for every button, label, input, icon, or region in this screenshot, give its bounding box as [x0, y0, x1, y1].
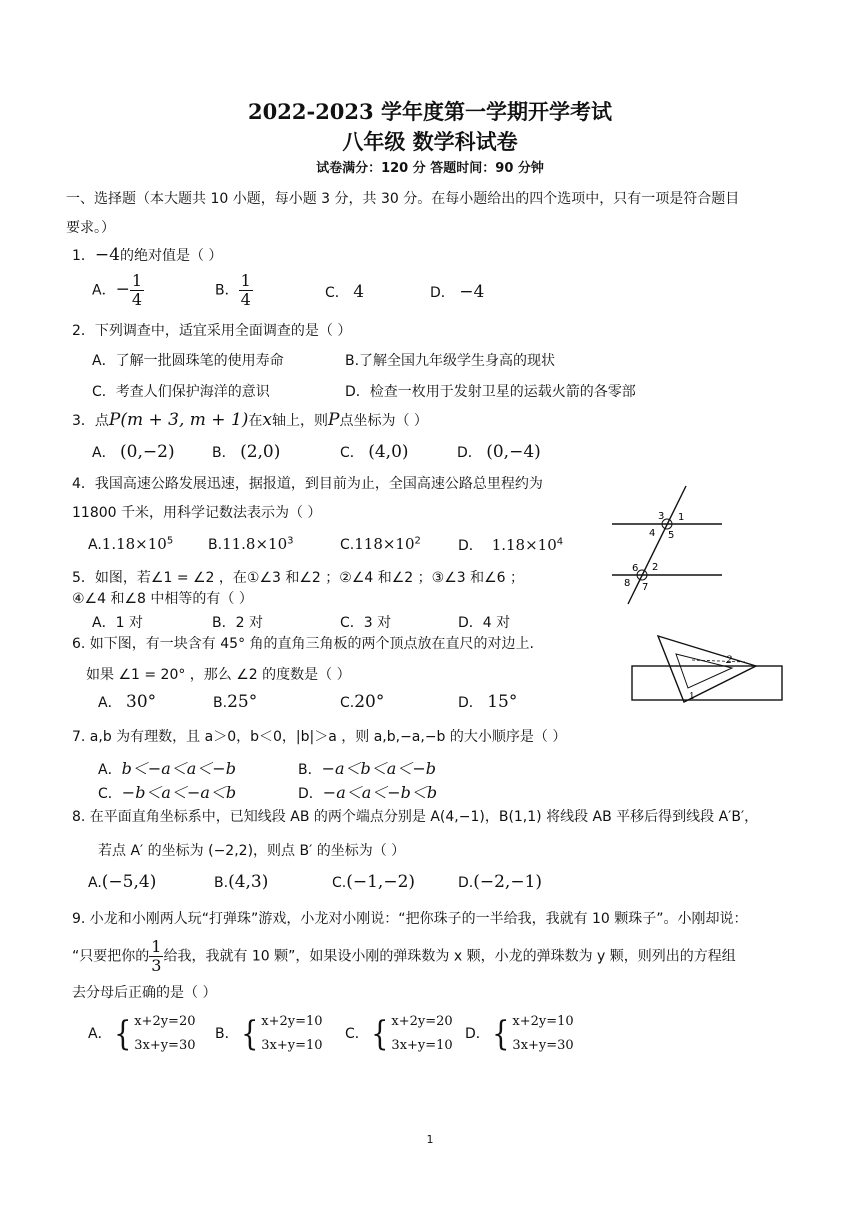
q3-stem-mid2: 轴上，则 — [272, 413, 329, 429]
q4-d-label: D． — [458, 538, 483, 554]
q9-line1: 9. 小龙和小刚两人玩“打弹珠”游戏，小龙对小刚说：“把你珠子的一半给我，我就有 10 颗珠子”。小刚却说： — [72, 911, 748, 927]
fig5-label-2: 2 — [652, 562, 659, 573]
fig6-label-1: 1 — [689, 692, 695, 702]
q9-c-label: C． — [345, 1026, 369, 1042]
q6-d-value: 15° — [487, 692, 518, 712]
q4-c-exp: 2 — [414, 535, 421, 547]
q3-d-value: (0,−4) — [486, 442, 541, 462]
q9-option-d[interactable] — [465, 1010, 574, 1058]
triangle-outer — [658, 636, 756, 702]
q9-d-brace: { — [491, 1014, 510, 1054]
q3-d-label: D． — [457, 445, 482, 461]
q9-d-eq1: x+2y=10 — [512, 1014, 574, 1029]
subtitle: 试卷满分：120 分 答题时间：90 分钟 — [316, 161, 544, 176]
q9-option-a[interactable] — [88, 1010, 196, 1058]
q7-option-c[interactable] — [98, 780, 236, 803]
q9-c-eq1: x+2y=20 — [391, 1014, 453, 1029]
q3-b-label: B． — [212, 445, 236, 461]
q9-num: 1 — [151, 937, 162, 956]
q3-c-label: C． — [340, 445, 364, 461]
fig5-label-8: 8 — [624, 578, 631, 589]
q4-b-exp: 3 — [287, 535, 294, 547]
q9-c-brace: { — [370, 1014, 389, 1054]
q4-option-b[interactable] — [208, 535, 294, 553]
q4-b-value: 11.8×10 — [222, 535, 288, 553]
q9-a-eq1: x+2y=20 — [134, 1014, 196, 1029]
q1-b-den: 4 — [240, 290, 251, 309]
page-number: 1 — [426, 1133, 434, 1146]
q1-a-num: 1 — [131, 271, 143, 290]
q4-c-label: C. — [340, 537, 355, 553]
q8-c-label: C. — [332, 875, 347, 891]
q8-option-d[interactable] — [458, 872, 542, 892]
q5-line2: ④∠4 和∠8 中相等的有（ ） — [72, 591, 253, 607]
q3-option-c[interactable] — [340, 442, 409, 462]
q9-den: 3 — [151, 956, 162, 975]
q4-a-label: A. — [88, 537, 102, 553]
section1-line1: 一、选择题（本大题共 10 小题，每小题 3 分，共 30 分。在每小题给出的四个选项中，只有一项是符合题目 — [66, 191, 740, 207]
q3-stem-post: 点坐标为（ ） — [339, 413, 428, 429]
q4-b-label: B. — [208, 537, 223, 553]
q6-a-label: A． — [98, 695, 122, 711]
q1-c-label: C． — [325, 285, 349, 301]
q6-option-c[interactable] — [340, 692, 384, 712]
q3-a-value: (0,−2) — [120, 442, 175, 462]
q9-option-b[interactable] — [215, 1010, 323, 1058]
fig5-label-5: 5 — [668, 530, 675, 541]
q7-d-value: −a＜a＜−b＜b — [322, 783, 438, 802]
q8-c-value: (−1,−2) — [346, 872, 416, 892]
q9-option-c[interactable] — [345, 1010, 453, 1058]
q8-a-value: (−5,4) — [101, 872, 157, 892]
q3-stem-mid: 在 — [248, 413, 263, 429]
q3-a-label: A． — [92, 445, 116, 461]
q7-a-label: A． — [98, 762, 122, 778]
q3-stem-p: P — [328, 410, 340, 430]
q3-option-d[interactable] — [457, 442, 541, 462]
title-line1: 2022-2023 学年度第一学期开学考试 — [248, 99, 612, 124]
q7-option-d[interactable] — [298, 780, 437, 803]
q4-c-value: 118×10 — [354, 535, 415, 553]
q7-b-label: B． — [298, 762, 322, 778]
q7-option-b[interactable] — [298, 756, 436, 779]
q2-option-c[interactable]: C．考查人们保护海洋的意识 — [92, 384, 270, 400]
q9-b-eq2: 3x+y=10 — [261, 1038, 323, 1053]
q2-option-a[interactable]: A．了解一批圆珠笔的使用寿命 — [92, 353, 284, 369]
q7-a-value: b＜−a＜a＜−b — [121, 759, 236, 778]
q1-option-a[interactable] — [92, 272, 144, 309]
q1-stem — [72, 245, 222, 265]
q3-c-value: (4,0) — [368, 442, 409, 462]
q8-d-value: (−2,−1) — [473, 872, 543, 892]
q1-stem-pre: 1． — [72, 248, 95, 264]
q4-d-exp: 4 — [556, 536, 564, 548]
q4-option-c[interactable] — [340, 535, 421, 553]
q9-b-brace: { — [240, 1014, 259, 1054]
q3-stem — [72, 410, 428, 430]
q6-b-label: B. — [213, 695, 228, 711]
q9-c-eq2: 3x+y=10 — [391, 1038, 453, 1053]
q1-stem-math: −4 — [94, 245, 120, 265]
q1-option-c[interactable] — [325, 282, 364, 302]
q7-stem: 7. a,b 为有理数，且 a＞0，b＜0，|b|＞a ，则 a,b,−a,−b 的大小顺序是（ ） — [72, 729, 567, 745]
q1-a-label: A． — [92, 282, 116, 299]
q9-line3: 去分母后正确的是（ ） — [72, 985, 217, 1001]
q3-option-a[interactable] — [92, 442, 175, 462]
section1-line2: 要求。） — [66, 220, 115, 236]
q8-option-c[interactable] — [332, 872, 415, 892]
q1-d-label: D． — [430, 285, 455, 301]
q6-c-label: C. — [340, 695, 355, 711]
q9-b-label: B． — [215, 1026, 239, 1042]
q5-line1: 5．如图，若∠1 = ∠2 ，在①∠3 和∠2 ；②∠4 和∠2 ；③∠3 和∠6 ； — [72, 570, 525, 586]
fig5-label-4: 4 — [649, 528, 656, 539]
q6-d-label: D． — [458, 695, 483, 711]
q9-a-system — [134, 1010, 195, 1058]
q2-stem: 2．下列调查中，适宜采用全面调查的是（ ） — [72, 323, 352, 339]
q4-option-a[interactable] — [88, 535, 173, 553]
q7-d-label: D． — [298, 786, 323, 802]
q1-b-num: 1 — [240, 271, 251, 290]
q8-b-label: B. — [214, 875, 229, 891]
q7-option-a[interactable] — [98, 756, 236, 779]
q1-stem-post: 的绝对值是（ ） — [119, 248, 223, 264]
q4-a-value: 1.18×10 — [101, 535, 167, 553]
q7-c-value: −b＜a＜−a＜b — [121, 783, 237, 802]
q8-d-label: D. — [458, 875, 474, 891]
q4-d-value: 1.18×10 — [491, 536, 557, 554]
q9-d-eq2: 3x+y=30 — [512, 1038, 574, 1053]
q9-a-label: A． — [88, 1026, 112, 1042]
q8-option-b[interactable] — [214, 872, 268, 892]
q4-a-exp: 5 — [166, 535, 174, 547]
q5-option-a[interactable]: A．1 对 — [92, 615, 143, 631]
q7-c-label: C． — [98, 786, 122, 802]
q9-line2 — [72, 938, 736, 975]
q3-stem-pre: 3．点 — [72, 413, 109, 429]
fig6-label-2: 2 — [726, 655, 733, 666]
q9-c-system — [391, 1010, 452, 1058]
q3-stem-math: P(m + 3, m + 1) — [108, 410, 249, 430]
fig5-label-6: 6 — [632, 563, 639, 574]
fig5-label-3: 3 — [658, 511, 665, 522]
q8-a-label: A. — [88, 875, 102, 891]
q8-line1: 8. 在平面直角坐标系中，已知线段 AB 的两个端点分别是 A(4,−1)，B(1,1) 将线段 AB 平移后得到线段 A′B′， — [72, 809, 759, 825]
q6-b-value: 25° — [227, 692, 258, 712]
q1-a-sign: − — [115, 279, 130, 300]
q6-option-a[interactable] — [98, 692, 156, 712]
q3-option-b[interactable] — [212, 442, 280, 462]
ruler-rect — [632, 666, 782, 700]
fig5-label-7: 7 — [642, 582, 649, 593]
q1-a-fraction — [130, 272, 144, 309]
q1-option-b[interactable] — [215, 272, 253, 309]
q1-b-fraction — [239, 272, 253, 309]
title-line2: 八年级 数学科试卷 — [342, 129, 518, 154]
q8-b-value: (4,3) — [228, 872, 269, 892]
q9-b-eq1: x+2y=10 — [261, 1014, 323, 1029]
q3-b-value: (2,0) — [240, 442, 281, 462]
q2-option-d[interactable]: D．检查一枚用于发射卫星的运载火箭的各零部 — [345, 384, 636, 400]
q2-option-b[interactable]: B.了解全国九年级学生身高的现状 — [345, 353, 556, 369]
q4-line2: 11800 千米，用科学记数法表示为（ ） — [72, 505, 322, 521]
q9-b-system — [261, 1010, 322, 1058]
q1-b-label: B． — [215, 282, 239, 299]
q6-line1: 6. 如下图，有一块含有 45° 角的直角三角板的两个顶点放在直尺的对边上. — [72, 636, 534, 652]
q5-option-b[interactable]: B．2 对 — [212, 615, 263, 631]
q5-option-d[interactable]: D．4 对 — [458, 615, 511, 631]
q6-line2: 如果 ∠1 = 20° ，那么 ∠2 的度数是（ ） — [86, 667, 351, 683]
q9-d-system — [512, 1010, 573, 1058]
parallel-lines-figure — [606, 484, 726, 608]
q9-d-label: D． — [465, 1026, 490, 1042]
q6-option-b[interactable] — [213, 692, 257, 712]
transversal-line — [628, 486, 686, 604]
q9-fraction — [149, 938, 163, 975]
q9-a-eq2: 3x+y=30 — [134, 1038, 196, 1053]
q6-option-d[interactable] — [458, 692, 517, 712]
q7-b-value: −a＜b＜a＜−b — [321, 759, 436, 778]
q8-option-a[interactable] — [88, 872, 156, 892]
q1-d-value: −4 — [459, 282, 485, 302]
q9-line2-post: 给我，我就有 10 颗”，如果设小刚的弹珠数为 x 颗，小龙的弹珠数为 y 颗，则列出的方程组 — [163, 948, 736, 965]
ruler-triangle-figure — [628, 630, 788, 706]
q6-c-value: 20° — [354, 692, 385, 712]
q1-c-value: 4 — [353, 282, 365, 302]
q9-a-brace: { — [113, 1014, 132, 1054]
q8-line2: 若点 A′ 的坐标为 (−2,2)，则点 B′ 的坐标为（ ） — [98, 843, 406, 859]
q4-line1: 4．我国高速公路发展迅速，据报道，到目前为止，全国高速公路总里程约为 — [72, 476, 543, 492]
q1-option-d[interactable] — [430, 282, 484, 302]
q3-stem-x: x — [262, 410, 273, 430]
q9-line2-pre: “只要把你的 — [72, 948, 150, 965]
q1-a-den: 4 — [131, 290, 143, 309]
fig5-label-1: 1 — [678, 512, 685, 523]
q5-option-c[interactable]: C．3 对 — [340, 615, 392, 631]
q6-a-value: 30° — [126, 692, 157, 712]
q4-option-d[interactable] — [458, 535, 563, 555]
